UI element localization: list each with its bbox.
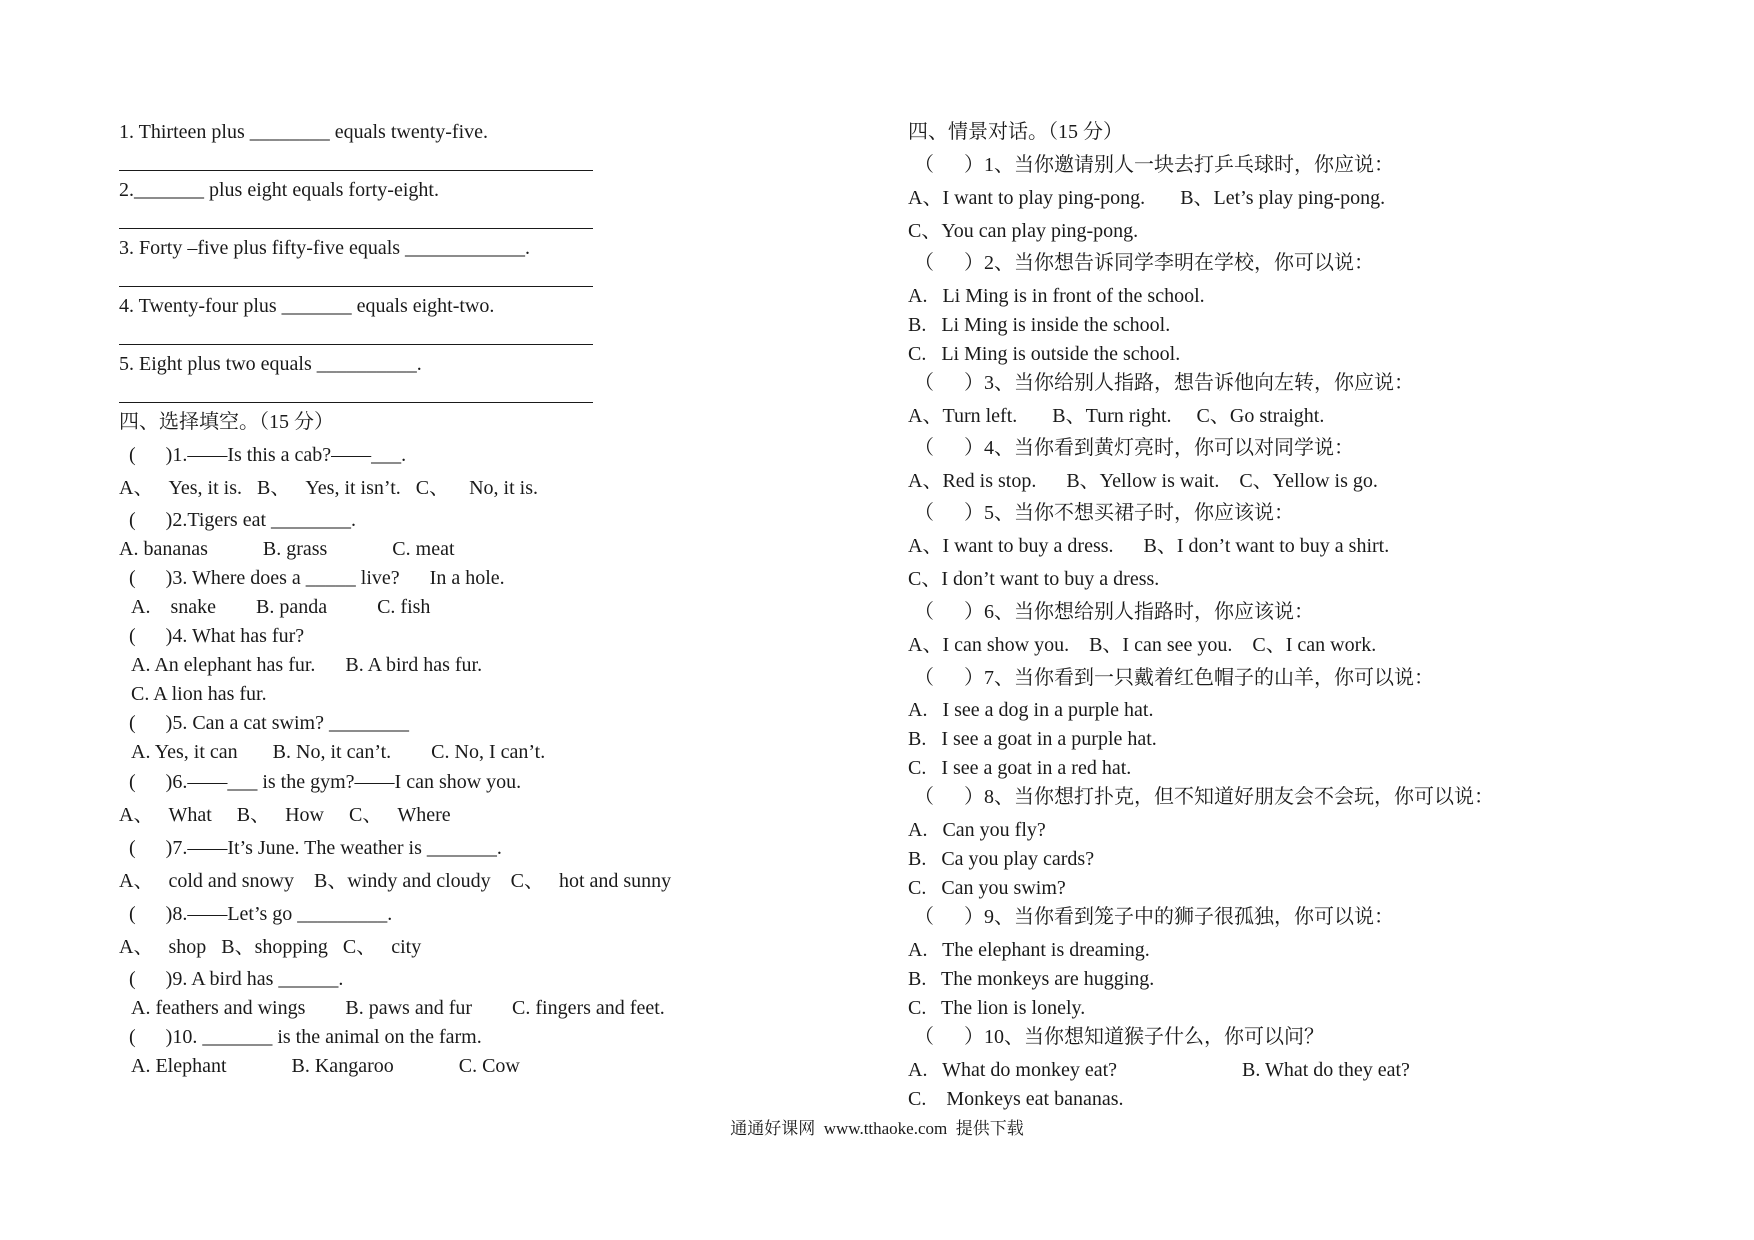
choice-q10-options: A. Elephant B. Kangaroo C. Cow bbox=[131, 1055, 520, 1077]
dialogue-q1-option-c: C、You can play ping-pong. bbox=[908, 220, 1139, 242]
dialogue-q9-option-a: A. The elephant is dreaming. bbox=[908, 939, 1150, 961]
choice-q9: ( )9. A bird has ______. bbox=[129, 968, 344, 990]
section-title-choice: 四、选择填空。（15 分） bbox=[119, 411, 334, 433]
choice-q4-options-ab: A. An elephant has fur. B. A bird has fur. bbox=[131, 654, 483, 676]
dialogue-q4-options: A、Red is stop. B、Yellow is wait. C、Yellow is go. bbox=[908, 470, 1378, 492]
dialogue-q1-options-ab: A、I want to play ping-pong. B、Let’s play ping-pong. bbox=[908, 187, 1386, 209]
dialogue-q1: （ ）1、当你邀请别人一块去打乒乓球时，你应说： bbox=[914, 154, 1394, 176]
answer-rule-4 bbox=[119, 344, 593, 345]
answer-rule-2 bbox=[119, 228, 593, 229]
choice-q8-options: A、 shop B、shopping C、 city bbox=[119, 936, 422, 958]
dialogue-q5-option-c: C、I don’t want to buy a dress. bbox=[908, 568, 1160, 590]
dialogue-q3-options: A、Turn left. B、Turn right. C、Go straight. bbox=[908, 405, 1325, 427]
choice-q6: ( )6.——___ is the gym?——I can show you. bbox=[129, 771, 522, 793]
dialogue-q9-option-b: B. The monkeys are hugging. bbox=[908, 968, 1155, 990]
answer-rule-5 bbox=[119, 402, 593, 403]
section-title-dialogue: 四、情景对话。（15 分） bbox=[908, 121, 1123, 143]
fill-question-5: 5. Eight plus two equals __________. bbox=[119, 353, 422, 375]
choice-q1: ( )1.——Is this a cab?——___. bbox=[129, 444, 407, 466]
choice-q4-option-c: C. A lion has fur. bbox=[131, 683, 267, 705]
choice-q2-options: A. bananas B. grass C. meat bbox=[119, 538, 455, 560]
dialogue-q2-option-b: B. Li Ming is inside the school. bbox=[908, 314, 1171, 336]
fill-question-2: 2._______ plus eight equals forty-eight. bbox=[119, 179, 439, 201]
choice-q5: ( )5. Can a cat swim? ________ bbox=[129, 712, 409, 734]
choice-q5-options: A. Yes, it can B. No, it can’t. C. No, I can’t. bbox=[131, 741, 546, 763]
answer-rule-1 bbox=[119, 170, 593, 171]
dialogue-q8-option-c: C. Can you swim? bbox=[908, 877, 1066, 899]
fill-question-1: 1. Thirteen plus ________ equals twenty-five. bbox=[119, 121, 489, 143]
dialogue-q2: （ ）2、当你想告诉同学李明在学校，你可以说： bbox=[914, 252, 1374, 274]
dialogue-q7-option-a: A. I see a dog in a purple hat. bbox=[908, 699, 1154, 721]
dialogue-q3: （ ）3、当你给别人指路，想告诉他向左转，你应说： bbox=[914, 372, 1414, 394]
choice-q3-options: A. snake B. panda C. fish bbox=[131, 596, 431, 618]
dialogue-q4: （ ）4、当你看到黄灯亮时，你可以对同学说： bbox=[914, 437, 1354, 459]
dialogue-q7: （ ）7、当你看到一只戴着红色帽子的山羊，你可以说： bbox=[914, 667, 1434, 689]
dialogue-q7-option-b: B. I see a goat in a purple hat. bbox=[908, 728, 1157, 750]
dialogue-q10-option-c: C. Monkeys eat bananas. bbox=[908, 1088, 1124, 1110]
dialogue-q2-option-a: A. Li Ming is in front of the school. bbox=[908, 285, 1205, 307]
choice-q9-options: A. feathers and wings B. paws and fur C. fingers and feet. bbox=[131, 997, 665, 1019]
dialogue-q9: （ ）9、当你看到笼子中的狮子很孤独，你可以说： bbox=[914, 906, 1394, 928]
answer-rule-3 bbox=[119, 286, 593, 287]
page-footer: 通通好课网 www.tthaoke.com 提供下载 bbox=[730, 1119, 1024, 1138]
choice-q1-options: A、 Yes, it is. B、 Yes, it isn’t. C、 No, it is. bbox=[119, 477, 538, 499]
dialogue-q2-option-c: C. Li Ming is outside the school. bbox=[908, 343, 1181, 365]
dialogue-q5: （ ）5、当你不想买裙子时，你应该说： bbox=[914, 502, 1294, 524]
dialogue-q6-options: A、I can show you. B、I can see you. C、I can work. bbox=[908, 634, 1377, 656]
choice-q7: ( )7.——It’s June. The weather is _______. bbox=[129, 837, 502, 859]
dialogue-q7-option-c: C. I see a goat in a red hat. bbox=[908, 757, 1132, 779]
choice-q7-options: A、 cold and snowy B、windy and cloudy C、 hot and sunny bbox=[119, 870, 672, 892]
dialogue-q10: （ ）10、当你想知道猴子什么，你可以问？ bbox=[914, 1026, 1324, 1048]
dialogue-q10-options-ab: A. What do monkey eat? B. What do they eat? bbox=[908, 1059, 1410, 1081]
dialogue-q8-option-a: A. Can you fly? bbox=[908, 819, 1046, 841]
dialogue-q5-options-ab: A、I want to buy a dress. B、I don’t want to buy a shirt. bbox=[908, 535, 1390, 557]
choice-q8: ( )8.——Let’s go _________. bbox=[129, 903, 393, 925]
dialogue-q6: （ ）6、当你想给别人指路时，你应该说： bbox=[914, 601, 1314, 623]
choice-q3: ( )3. Where does a _____ live? In a hole. bbox=[129, 567, 505, 589]
dialogue-q8-option-b: B. Ca you play cards? bbox=[908, 848, 1095, 870]
fill-question-4: 4. Twenty-four plus _______ equals eight-two. bbox=[119, 295, 495, 317]
choice-q10: ( )10. _______ is the animal on the farm. bbox=[129, 1026, 482, 1048]
choice-q6-options: A、 What B、 How C、 Where bbox=[119, 804, 451, 826]
fill-question-3: 3. Forty –five plus fifty-five equals ____________. bbox=[119, 237, 531, 259]
dialogue-q9-option-c: C. The lion is lonely. bbox=[908, 997, 1086, 1019]
choice-q4: ( )4. What has fur? bbox=[129, 625, 305, 647]
choice-q2: ( )2.Tigers eat ________. bbox=[129, 509, 357, 531]
dialogue-q8: （ ）8、当你想打扑克，但不知道好朋友会不会玩，你可以说： bbox=[914, 786, 1494, 808]
